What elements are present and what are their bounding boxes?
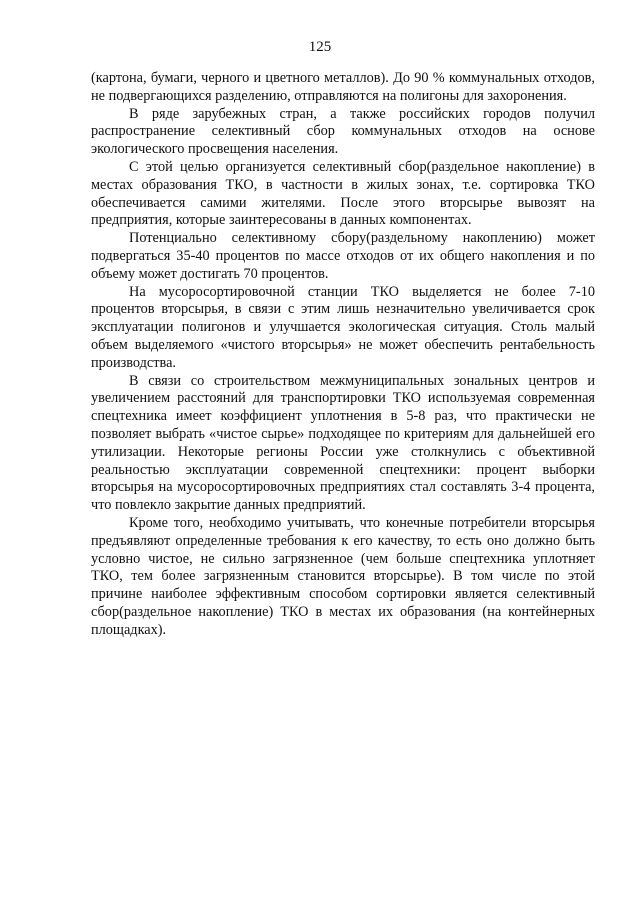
paragraph-2: В ряде зарубежных стран, а также российских городов получил распространение селективный сбор коммунальных отходов на основе экологического просвещения населения.	[91, 105, 595, 158]
paragraph-3: С этой целью организуется селективный сбор(раздельное накопление) в местах образования ТКО, в частности в жилых зонах, т.е. сортировка ТКО обеспечивается самими жителями. После этого вторсырье вывозят на предприятия, которые заинтересованы в данных компонентах.	[91, 158, 595, 229]
paragraph-7: Кроме того, необходимо учитывать, что конечные потребители вторсырья предъявляют определенные требования к его качеству, то есть оно должно быть условно чистое, не сильно загрязненное (чем больше спецтехника уплотняет ТКО, тем более загрязненным становится вторсырье). В том числе по этой причине наиболее эффективным способом сортировки является селективный сбор(раздельное накопление) ТКО в местах их образования (на контейнерных площадках).	[91, 514, 595, 638]
paragraph-4: Потенциально селективному сбору(раздельному накоплению) может подвергаться 35-40 процентов по массе отходов от их общего накопления и по объему может достигать 70 процентов.	[91, 230, 595, 282]
paragraph-6: В связи со строительством межмуниципальных зональных центров и увеличением расстояний для транспортировки ТКО используемая современная спецтехника имеет коэффициент уплотнения в 5-8 раз, что практически не позволяет выбрать «чистое сырье» подходящее по критериям для дальнейшей его утилизации. Некоторые регионы России уже столкнулись с объективной реальностью эксплуатации современной спецтехники: процент выборки вторсырья на мусоросортировочных предприятиях стал составлять 3-4 процента, что повлекло закрытие данных предприятий.	[91, 372, 595, 514]
body-text	[91, 70, 595, 640]
paragraph-5: На мусоросортировочной станции ТКО выделяется не более 7-10 процентов вторсырья, в связи с этим лишь незначительно увеличивается срок эксплуатации полигонов и улучшается экологическая ситуация. Столь малый объем выделяемого «чистого вторсырья» не может обеспечить рентабельность производства.	[91, 283, 595, 371]
page-number: 125	[308, 39, 332, 55]
paragraph-1: (картона, бумаги, черного и цветного металлов). До 90 % коммунальных отходов, не подвергающихся разделению, отправляются на полигоны для захоронения.	[91, 70, 595, 104]
